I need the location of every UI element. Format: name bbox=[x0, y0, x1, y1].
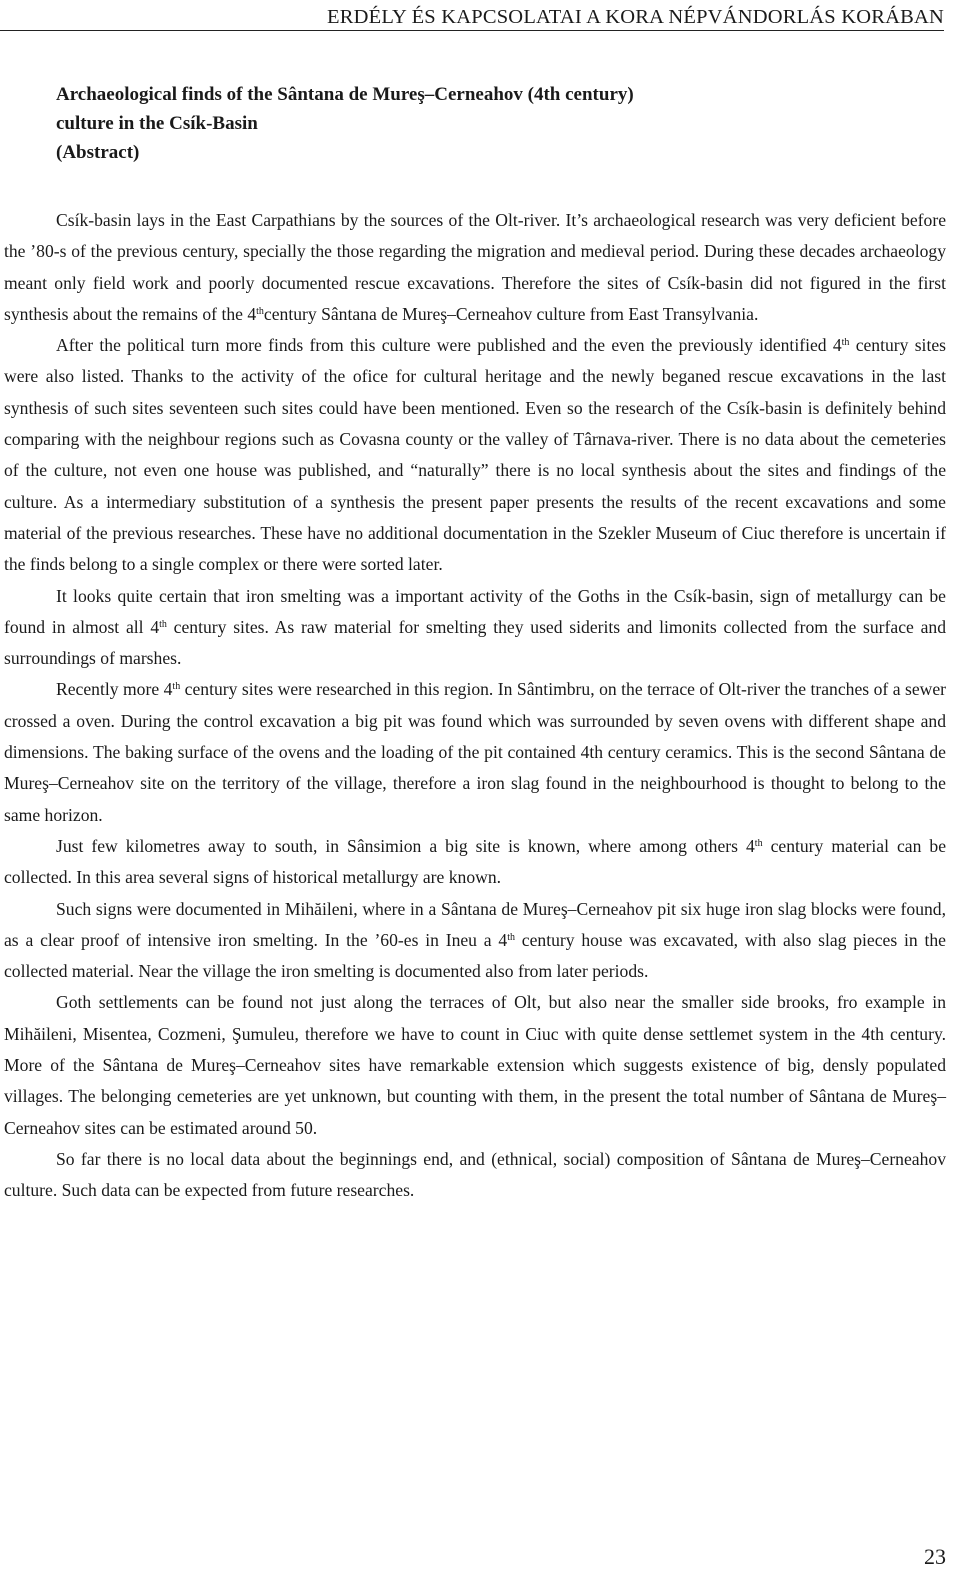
title-line-1: Archaeological finds of the Sântana de Mureş–Cerneahov (4th century) bbox=[56, 84, 634, 105]
title-line-abstract: (Abstract) bbox=[56, 142, 140, 163]
paragraph-3-text-a: It looks quite certain that iron smelting was a important activity of the Goths in the Csík-basin, sign of metallurgy can be found in almost all 4 bbox=[4, 585, 946, 637]
paragraph-1-text-a: Csík-basin lays in the East Carpathians by the sources of the Olt-river. It’s archaeological research was very deficient before the ’80-s of the previous century, specially the those regarding the migration and medieval period. During these decades archaeology meant only field work and poorly documented rescue excavations. Therefore the sites of Csík-basin did not figured in the first synthesis about the remains of the 4 bbox=[4, 210, 946, 324]
superscript-th: th bbox=[507, 931, 515, 943]
paragraph-8: So far there is no local data about the beginnings end, and (ethnical, social) composition of Sântana de Mureş–Cerneahov culture. Such data can be expected from future researches. bbox=[4, 1148, 946, 1201]
page-number: 23 bbox=[924, 1544, 946, 1569]
paragraph-3-text-b: century sites. As raw material for smelting they used siderits and limonits collected from the surface and surroundings of marshes. bbox=[4, 616, 946, 669]
paragraph-4 bbox=[4, 674, 946, 830]
paragraph-5 bbox=[4, 831, 946, 894]
superscript-th: th bbox=[841, 337, 850, 349]
article-title bbox=[56, 80, 916, 167]
superscript-th: th bbox=[172, 681, 181, 693]
paragraph-5-text-a: Just few kilometres away to south, in Sânsimion a big site is known, where among others 4 bbox=[56, 835, 755, 856]
title-line-2: culture in the Csík-Basin bbox=[56, 113, 258, 134]
paragraph-6-text-a: Such signs were documented in Mihăileni, where in a Sântana de Mureş–Cerneahov pit six huge iron slag blocks were found, as a clear proof of intensive iron smelting. In the ’60-es in Ineu a 4 bbox=[4, 898, 946, 950]
paragraph-1 bbox=[4, 205, 946, 330]
paragraph-2 bbox=[4, 330, 946, 580]
paragraph-4-text-a: Recently more 4 bbox=[56, 679, 173, 700]
paragraph-4-text-b: century sites were researched in this region. In Sântimbru, on the terrace of Olt-river the tranches of a sewer crossed a oven. During the control excavation a big pit was found which was surrounded by seven ovens with different shape and dimensions. The baking surface of the ovens and the loading of the pit contained 4th century ceramics. This is the second Sântana de Mureş–Cerneahov site on the territory of the village, therefore a iron slag found in the neighbourhood is thought to belong to the same horizon. bbox=[4, 679, 946, 825]
paragraph-2-text-a: After the political turn more finds from this culture were published and the even the previously identified 4 bbox=[56, 335, 842, 356]
paragraph-5-text-b: century material can be collected. In this area several signs of historical metallurgy are known. bbox=[4, 835, 947, 888]
running-header: ERDÉLY ÉS KAPCSOLATAI A KORA NÉPVÁNDORLÁS KORÁBAN bbox=[327, 6, 944, 28]
superscript-th: th bbox=[159, 618, 167, 630]
paragraph-1-text-b: century Sântana de Mureş–Cerneahov culture from East Transylvania. bbox=[263, 303, 759, 324]
paragraph-6 bbox=[4, 894, 946, 988]
paragraph-6-text-b: century house was excavated, with also slag pieces in the collected material. Near the village the iron smelting is documented also from later periods. bbox=[4, 929, 946, 982]
paragraph-2-text-b: century sites were also listed. Thanks to the activity of the ofice for cultural heritage and the newly beganed rescue excavations in the last synthesis of such sites seventeen such sites could have been mentioned. Even so the research of the Csík-basin is definitely behind comparing with the neighbour regions such as Covasna county or the valley of Târnava-river. There is no data about the cemeteries of the culture, not even one house was published, and “naturally” there is no local synthesis about the sites and findings of the culture. As a intermediary substitution of a synthesis the present paper presents the results of the recent excavations and some material of the previous researches. These have no additional documentation in the Szekler Museum of Ciuc therefore is uncertain if the finds belong to a single complex or there were sorted later. bbox=[4, 335, 946, 575]
superscript-th: th bbox=[754, 837, 763, 849]
header-divider bbox=[0, 30, 944, 31]
paragraph-3 bbox=[4, 581, 946, 675]
abstract-body bbox=[4, 205, 946, 1207]
paragraph-7: Goth settlements can be found not just along the terraces of Olt, but also near the smaller side brooks, fro example in Mihăileni, Misentea, Cozmeni, Şumuleu, therefore we have to count in Ciuc with quite dense settlemet system in the 4th century. More of the Sântana de Mureş–Cerneahov sites have remarkable extension which suggests existence of big, densly populated villages. The belonging cemeteries are yet unknown, but counting with them, in the present the total number of Sântana de Mureş–Cerneahov sites can be estimated around 50. bbox=[4, 992, 946, 1138]
superscript-th: th bbox=[256, 305, 264, 317]
